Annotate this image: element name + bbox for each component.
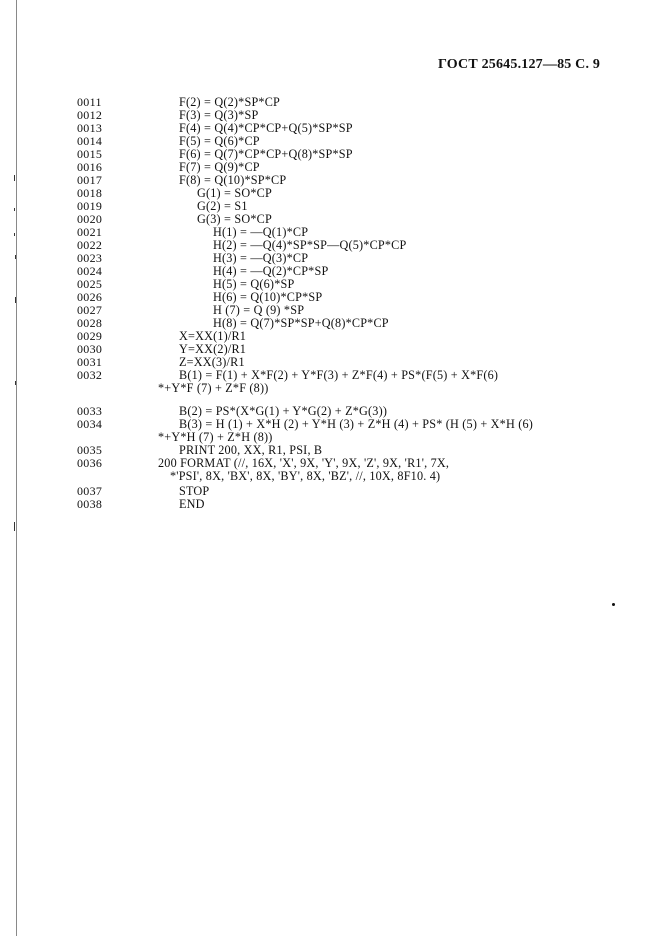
line-number: 0016	[77, 160, 103, 174]
scan-dot	[612, 603, 615, 606]
listing-line	[0, 109, 666, 121]
listing-line	[0, 239, 666, 251]
listing-line	[0, 405, 666, 417]
listing-line	[0, 356, 666, 368]
line-number: 0032	[77, 368, 103, 382]
code-text: B(2) = PS*(X*G(1) + Y*G(2) + Z*G(3))	[179, 404, 388, 418]
listing-line	[0, 278, 666, 290]
code-text: G(3) = SO*CP	[197, 212, 272, 226]
code-text: *+Y*H (7) + Z*H (8))	[158, 430, 273, 444]
line-number: 0022	[77, 238, 103, 252]
scan-mark	[15, 381, 16, 385]
line-number: 0011	[77, 95, 102, 109]
code-text: F(4) = Q(4)*CP*CP+Q(5)*SP*SP	[179, 121, 353, 135]
listing-line	[0, 148, 666, 160]
scan-mark	[14, 175, 15, 181]
listing-line	[0, 444, 666, 456]
listing-line	[0, 498, 666, 510]
listing-line	[0, 161, 666, 173]
listing-line	[0, 122, 666, 134]
code-text: H(5) = Q(6)*SP	[213, 277, 295, 291]
line-number: 0037	[77, 484, 103, 498]
code-text: H(4) = —Q(2)*CP*SP	[213, 264, 329, 278]
code-text: G(1) = SO*CP	[197, 186, 272, 200]
line-number: 0015	[77, 147, 103, 161]
code-text: F(7) = Q(9)*CP	[179, 160, 260, 174]
line-number: 0036	[77, 456, 103, 470]
code-text: PRINT 200, XX, R1, PSI, B	[179, 443, 323, 457]
listing-line	[0, 485, 666, 497]
line-number: 0017	[77, 173, 103, 187]
listing-line	[0, 431, 666, 443]
code-text: F(6) = Q(7)*CP*CP+Q(8)*SP*SP	[179, 147, 353, 161]
listing-line	[0, 343, 666, 355]
code-text: STOP	[179, 484, 210, 498]
code-text: G(2) = S1	[197, 199, 248, 213]
line-number: 0014	[77, 134, 103, 148]
code-text: Z=XX(3)/R1	[179, 355, 245, 369]
line-number: 0024	[77, 264, 103, 278]
code-text: F(5) = Q(6)*CP	[179, 134, 260, 148]
code-text: Y=XX(2)/R1	[179, 342, 247, 356]
listing-line	[0, 457, 666, 469]
listing-line	[0, 330, 666, 342]
code-text: B(3) = H (1) + X*H (2) + Y*H (3) + Z*H (4) + PS* (H (5) + X*H (6)	[179, 417, 534, 431]
code-text: END	[179, 497, 205, 511]
code-text: *'PSI', 8X, 'BX', 8X, 'BY', 8X, 'BZ', //, 10X, 8F10. 4)	[170, 469, 441, 483]
line-number: 0018	[77, 186, 103, 200]
scan-mark	[14, 208, 15, 211]
line-number: 0020	[77, 212, 103, 226]
listing-line	[0, 252, 666, 264]
listing-line	[0, 369, 666, 381]
scan-mark	[15, 255, 16, 259]
listing-line	[0, 317, 666, 329]
code-text: H (7) = Q (9) *SP	[213, 303, 305, 317]
listing-line	[0, 382, 666, 394]
listing-line	[0, 200, 666, 212]
listing-line	[0, 213, 666, 225]
scan-mark	[14, 233, 15, 236]
code-text: H(8) = Q(7)*SP*SP+Q(8)*CP*CP	[213, 316, 389, 330]
line-number: 0026	[77, 290, 103, 304]
code-text: H(6) = Q(10)*CP*SP	[213, 290, 323, 304]
code-text: H(2) = —Q(4)*SP*SP—Q(5)*CP*CP	[213, 238, 407, 252]
line-number: 0028	[77, 316, 103, 330]
scan-mark	[15, 297, 16, 303]
code-text: H(3) = —Q(3)*CP	[213, 251, 309, 265]
code-text: B(1) = F(1) + X*F(2) + Y*F(3) + Z*F(4) + PS*(F(5) + X*F(6)	[179, 368, 499, 382]
page-header: ГОСТ 25645.127—85 С. 9	[438, 57, 601, 72]
line-number: 0038	[77, 497, 103, 511]
line-number: 0027	[77, 303, 103, 317]
line-number: 0025	[77, 277, 103, 291]
scan-mark	[14, 522, 15, 531]
listing-line	[0, 96, 666, 108]
line-number: 0019	[77, 199, 103, 213]
line-number: 0013	[77, 121, 103, 135]
line-number: 0031	[77, 355, 103, 369]
listing-line	[0, 187, 666, 199]
listing-line	[0, 418, 666, 430]
listing-line	[0, 226, 666, 238]
line-number: 0029	[77, 329, 103, 343]
listing-line	[0, 291, 666, 303]
listing-line	[0, 304, 666, 316]
listing-line	[0, 265, 666, 277]
line-number: 0021	[77, 225, 103, 239]
line-number: 0035	[77, 443, 103, 457]
listing-line	[0, 470, 666, 482]
code-text: 200 FORMAT (//, 16X, 'X', 9X, 'Y', 9X, 'Z', 9X, 'R1', 7X,	[158, 456, 450, 470]
line-number: 0023	[77, 251, 103, 265]
line-number: 0030	[77, 342, 103, 356]
code-text: H(1) = —Q(1)*CP	[213, 225, 309, 239]
code-text: F(3) = Q(3)*SP	[179, 108, 259, 122]
code-text: F(2) = Q(2)*SP*CP	[179, 95, 281, 109]
listing-line	[0, 135, 666, 147]
code-text: X=XX(1)/R1	[179, 329, 247, 343]
listing-line	[0, 174, 666, 186]
code-text: F(8) = Q(10)*SP*CP	[179, 173, 287, 187]
line-number: 0012	[77, 108, 103, 122]
line-number: 0034	[77, 417, 103, 431]
code-text: *+Y*F (7) + Z*F (8))	[158, 381, 269, 395]
line-number: 0033	[77, 404, 103, 418]
